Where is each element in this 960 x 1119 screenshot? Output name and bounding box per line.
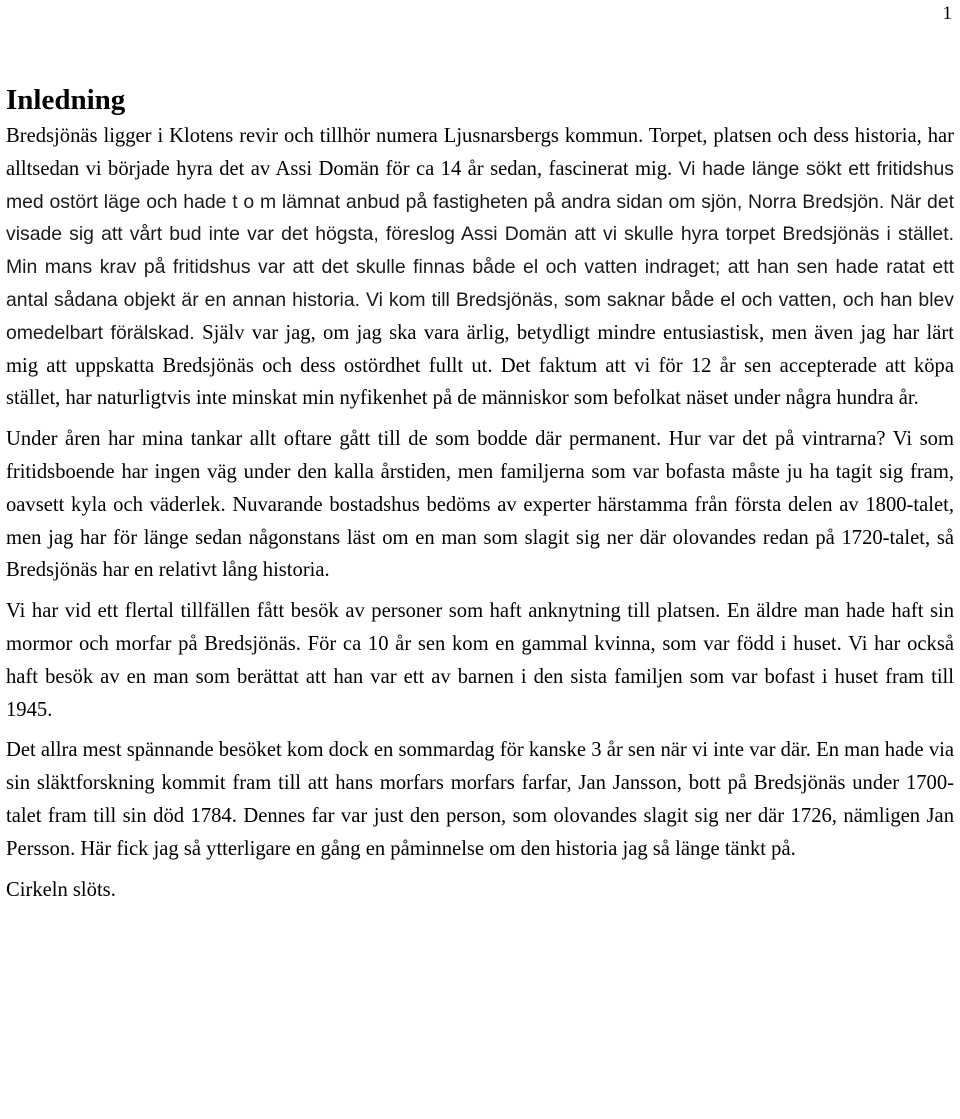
closing-line: Cirkeln slöts. (6, 878, 116, 901)
paragraph-1-part-2: Vi hade länge sökt ett fritidshus med ostört läge och hade t o m lämnat anbud på fastigheten på andra sidan om sjön, Norra Bredsjön. När det visade sig att vårt bud inte var det högsta, föreslog Assi Domän att vi skulle hyra torpet Bredsjönäs i stället. Min mans krav på fritidshus var att det skulle finnas både el och vatten indraget; att han sen hade ratat ett antal sådana objekt är en annan historia. Vi kom till Bredsjönäs, som saknar både el och vatten, och han blev omedelbart förälskad. (6, 157, 954, 344)
paragraph-2 (6, 423, 954, 587)
paragraph-4 (6, 734, 954, 865)
document-body (6, 80, 954, 906)
paragraph-1 (6, 120, 954, 415)
paragraph-3 (6, 595, 954, 726)
page-number: 1 (942, 3, 952, 24)
paragraph-1-part-1: Bredsjönäs ligger i Klotens revir och tillhör numera Ljusnarsbergs kommun. Torpet, platsen och dess historia, har alltsedan vi började hyra det av Assi Domän för ca 14 år sedan, fascinerat mig. (6, 125, 954, 180)
section-heading: Inledning (6, 84, 126, 116)
paragraph-3-text: Vi har vid ett flertal tillfällen fått besök av personer som haft anknytning till platsen. En äldre man hade haft sin mormor och morfar på Bredsjönäs. För ca 10 år sen kom en gammal kvinna, som var född i huset. Vi har också haft besök av en man som berättat att han var ett av barnen i den sista familjen som var bofast i huset fram till 1945. (6, 600, 954, 721)
paragraph-1-part-3: Själv var jag, om jag ska vara ärlig, betydligt mindre entusiastisk, men även jag har lärt mig att uppskatta Bredsjönäs och dess ostördhet fullt ut. Det faktum att vi för 12 år sen accepterade att köpa stället, har naturligtvis inte minskat min nyfikenhet på de människor som befolkat näset under några hundra år. (6, 321, 954, 410)
paragraph-2-text: Under åren har mina tankar allt oftare gått till de som bodde där permanent. Hur var det på vintrarna? Vi som fritidsboende har ingen väg under den kalla årstiden, men familjerna som var bofasta måste ju ha tagit sig fram, oavsett kyla och väderlek. Nuvarande bostadshus bedöms av experter härstamma från första delen av 1800-talet, men jag har för länge sedan någonstans läst om en man som slagit sig ner där olovandes redan på 1720-talet, så Bredsjönäs har en relativt lång historia. (6, 428, 954, 582)
paragraph-4-text: Det allra mest spännande besöket kom dock en sommardag för kanske 3 år sen när vi inte var där. En man hade via sin släktforskning kommit fram till att hans morfars morfars farfar, Jan Jansson, bott på Bredsjönäs under 1700-talet fram till sin död 1784. Dennes far var just den person, som olovandes slagit sig ner där 1726, nämligen Jan Persson. Här fick jag så ytterligare en gång en påminnelse om den historia jag så länge tänkt på. (6, 739, 954, 860)
